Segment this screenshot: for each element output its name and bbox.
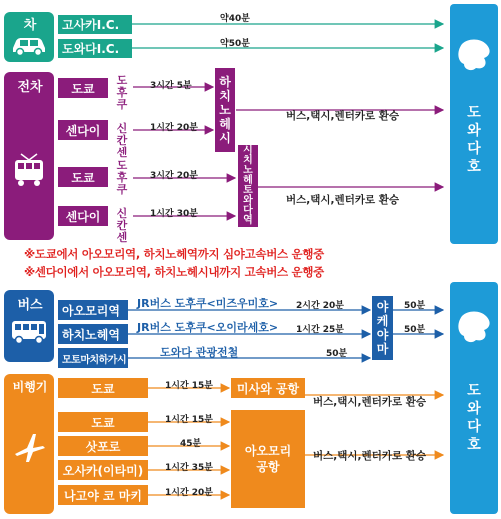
bus-hub: 야 케 야 마 (372, 296, 393, 360)
train-transfer-1: 버스,택시,렌터카로 환승 (286, 110, 400, 122)
car-category-label: 차 (23, 18, 37, 33)
plane-origin-5: 나고야 코 마키 (58, 485, 148, 505)
bus-origin-3: 모토마치하가시 (58, 348, 128, 368)
plane-airport-1: 미사와 공항 (231, 378, 305, 398)
train-time-2: 1시간 20분 (150, 123, 199, 133)
train-line-label-1: 도 후 쿠 신 칸 센 (116, 74, 128, 159)
train-category (4, 72, 54, 240)
destination-label-bottom: 도 와 다 호 (467, 383, 481, 453)
destination-panel-top (450, 4, 498, 244)
bus-origin-2: 하치노헤역 (58, 324, 128, 344)
car-destination-1: 고사카I.C. (58, 15, 132, 34)
plane-transfer-1: 버스,택시,렌터카로 환승 (313, 396, 427, 408)
train-station-1: 하 치 노 헤 시 (215, 68, 235, 152)
bus-line-3: 도와다 관광전철 (160, 346, 239, 359)
destination-label-top: 도 와 다 호 (467, 105, 481, 175)
plane-origin-2: 도쿄 (58, 412, 148, 432)
bus-origin-1: 아오모리역 (58, 300, 128, 320)
train-time-3: 3시간 20분 (150, 171, 199, 181)
car-icon (9, 34, 49, 56)
plane-origin-3: 삿포로 (58, 436, 148, 456)
bus-icon (10, 318, 48, 346)
plane-origin-4: 오사카(이타미) (58, 460, 148, 480)
plane-transfer-2: 버스,택시,렌터카로 환승 (313, 450, 427, 462)
car-category (4, 12, 54, 62)
train-line-label-2: 도 후 쿠 신 칸 센 (116, 159, 128, 244)
bus-category (4, 290, 54, 362)
note-1: ※도쿄에서 아오모리역, 하치노헤역까지 심야고속버스 운행중 (24, 247, 324, 261)
bus-hub-time-1: 50분 (404, 301, 426, 311)
plane-category-label: 비행기 (12, 380, 48, 394)
plane-time-4: 1시간 35분 (165, 463, 214, 473)
car-time-2: 약50분 (220, 39, 250, 49)
plane-origin-1: 도쿄 (58, 378, 148, 398)
note-2: ※센다이에서 아오모리역, 하치노헤시내까지 고속버스 운행중 (24, 265, 324, 279)
bus-hub-time-2: 50분 (404, 325, 426, 335)
plane-time-2: 1시간 15분 (165, 415, 214, 425)
bus-time-3: 50분 (326, 349, 348, 359)
airplane-icon (11, 430, 47, 466)
train-origin-2: 센다이 (58, 120, 108, 140)
car-time-1: 약40분 (220, 14, 250, 24)
train-origin-1: 도쿄 (58, 78, 108, 98)
train-origin-3: 도쿄 (58, 167, 108, 187)
lake-icon (454, 306, 494, 346)
lake-icon (454, 34, 494, 74)
bus-time-2: 1시간 25분 (296, 325, 345, 335)
plane-time-5: 1시간 20분 (165, 488, 214, 498)
train-time-1: 3시간 5분 (150, 81, 192, 91)
train-transfer-2: 버스,택시,렌터카로 환승 (286, 194, 400, 206)
plane-time-1: 1시간 15분 (165, 381, 214, 391)
car-destination-2: 도와다I.C. (58, 39, 132, 58)
bus-line-2: JR버스 도후쿠<오이라세호> (137, 321, 279, 334)
plane-time-3: 45분 (180, 439, 202, 449)
bus-time-1: 2시간 20분 (296, 301, 345, 311)
plane-airport-2: 아오모리 공항 (231, 410, 305, 508)
bus-line-1: JR버스 도후쿠<미즈우미호> (137, 297, 279, 310)
train-icon (11, 152, 47, 188)
bus-category-label: 버스 (17, 298, 43, 313)
train-station-2: 시 치 노 헤 토 와 다 역 (238, 145, 258, 227)
plane-category (4, 374, 54, 514)
train-category-label: 전차 (17, 80, 43, 95)
train-origin-4: 센다이 (58, 206, 108, 226)
train-time-4: 1시간 30분 (150, 209, 199, 219)
destination-panel-bottom (450, 282, 498, 514)
